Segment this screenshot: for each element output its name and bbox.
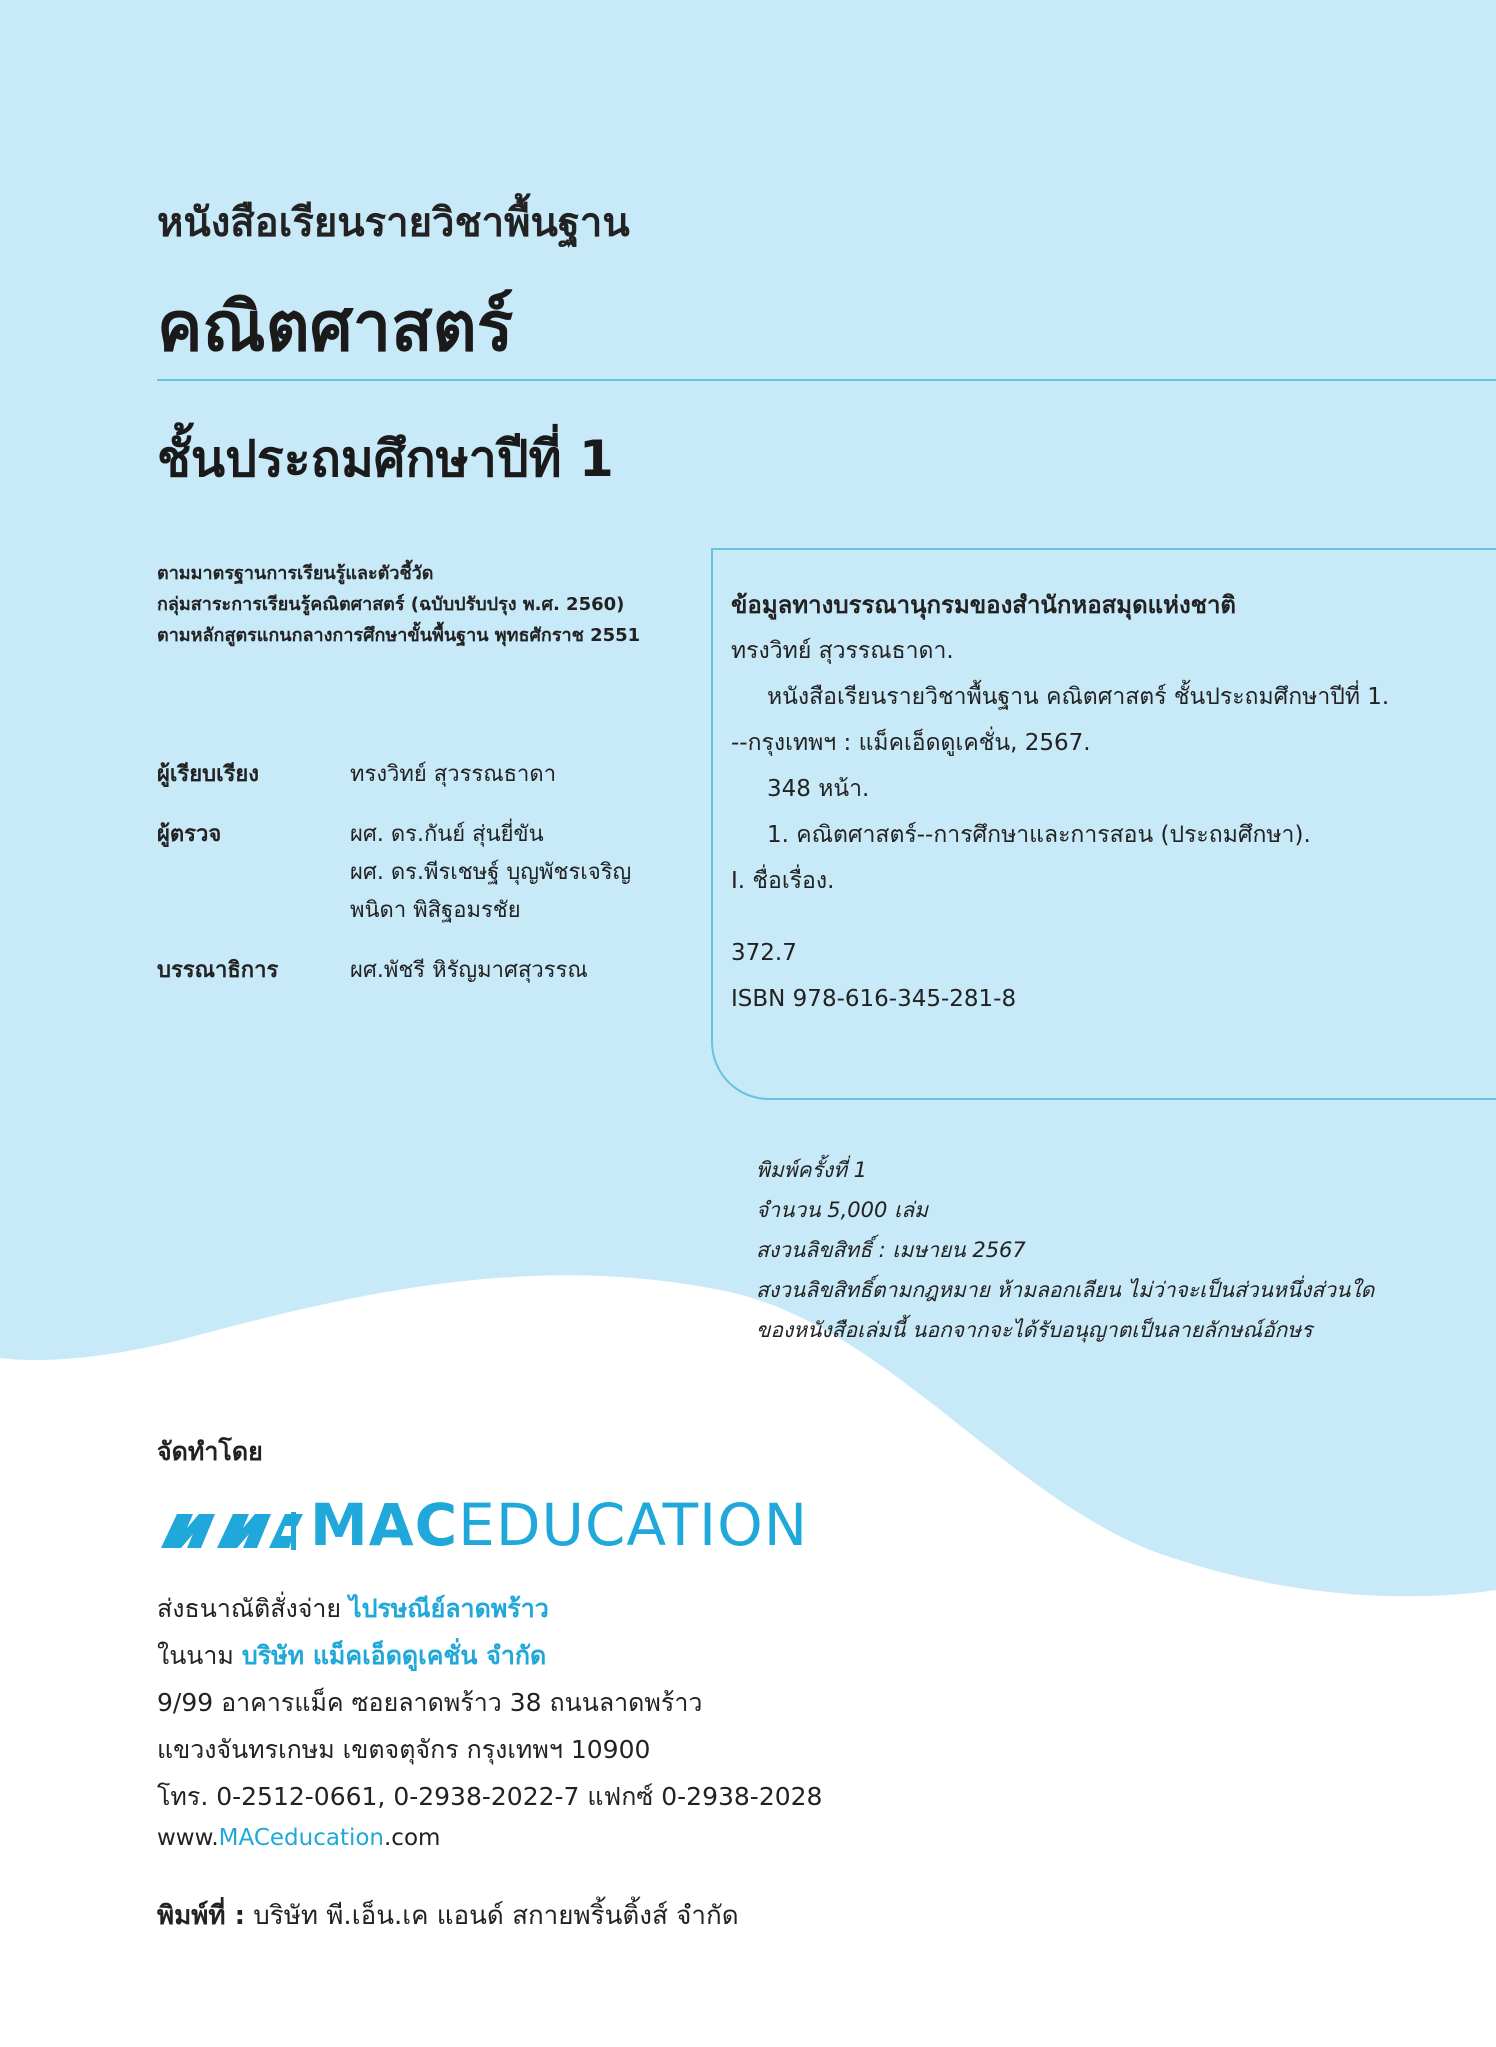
cataloging-data bbox=[731, 582, 1389, 1022]
logo-education: EDUCATION bbox=[458, 1491, 809, 1559]
cip-class-number: 372.7 bbox=[731, 940, 797, 966]
printer-label: พิมพ์ที่ : bbox=[157, 1901, 246, 1931]
subject-line: หนังสือเรียนรายวิชาพื้นฐาน bbox=[157, 200, 630, 246]
standards-line: ตามมาตรฐานการเรียนรู้และตัวชี้วัด bbox=[157, 563, 434, 584]
credit-editor bbox=[157, 952, 631, 990]
company-line bbox=[157, 1632, 822, 1679]
divider-line bbox=[157, 379, 1496, 381]
money-order-line bbox=[157, 1585, 822, 1632]
curriculum-standards bbox=[157, 558, 640, 651]
cip-title: หนังสือเรียนรายวิชาพื้นฐาน คณิตศาสตร์ ชั้นประถมศึกษาปีที่ 1. bbox=[767, 684, 1390, 710]
company-name: บริษัท แม็คเอ็ดดูเคชั่น จำกัด bbox=[241, 1641, 547, 1670]
printer-info bbox=[157, 1895, 739, 1936]
credit-name: ทรงวิทย์ สุวรรณธาดา bbox=[350, 762, 557, 787]
company-prefix: ในนาม bbox=[157, 1641, 234, 1670]
cip-subject: 1. คณิตศาสตร์--การศึกษาและการสอน (ประถมศึกษา). bbox=[767, 822, 1311, 848]
credit-author bbox=[157, 756, 631, 794]
copyright-notice: ของหนังสือเล่มนี้ นอกจากจะได้รับอนุญาตเป็นลายลักษณ์อักษร bbox=[756, 1318, 1313, 1342]
print-edition: พิมพ์ครั้งที่ 1 bbox=[756, 1158, 867, 1182]
credit-name: ผศ. ดร.พีรเชษฐ์ บุญพัชรเจริญ bbox=[350, 860, 632, 885]
cip-title-entry: I. ชื่อเรื่อง. bbox=[731, 868, 835, 894]
standards-line: กลุ่มสาระการเรียนรู้คณิตศาสตร์ (ฉบับปรับปรุง พ.ศ. 2560) bbox=[157, 594, 625, 615]
copyright-date: สงวนลิขสิทธิ์ : เมษายน 2567 bbox=[756, 1238, 1026, 1262]
cip-publisher: --กรุงเทพฯ : แม็คเอ็ดดูเคชั่น, 2567. bbox=[731, 730, 1091, 756]
website-link[interactable] bbox=[157, 1825, 440, 1851]
web-suffix: .com bbox=[384, 1825, 441, 1851]
address-line: 9/99 อาคารแม็ค ซอยลาดพร้าว 38 ถนนลาดพร้าว bbox=[157, 1688, 703, 1717]
cip-author: ทรงวิทย์ สุวรรณธาดา. bbox=[731, 638, 954, 664]
post-office-name: ไปรษณีย์ลาดพร้าว bbox=[349, 1594, 549, 1623]
credit-label: บรรณาธิการ bbox=[157, 958, 279, 983]
credits bbox=[157, 756, 631, 1012]
made-by-label: จัดทำโดย bbox=[157, 1437, 263, 1466]
address-line: แขวงจันทรเกษม เขตจตุจักร กรุงเทพฯ 10900 bbox=[157, 1735, 651, 1764]
printer-name: บริษัท พี.เอ็น.เค แอนด์ สกายพริ้นติ้งส์ จำกัด bbox=[253, 1901, 739, 1931]
cip-heading: ข้อมูลทางบรรณานุกรมของสำนักหอสมุดแห่งชาติ bbox=[731, 591, 1237, 619]
cip-isbn: ISBN 978-616-345-281-8 bbox=[731, 986, 1017, 1012]
credit-label: ผู้ตรวจ bbox=[157, 822, 222, 847]
phone-line: โทร. 0-2512-0661, 0-2938-2022-7 แฟกซ์ 0-2938-2028 bbox=[157, 1782, 823, 1811]
copyright-notice: สงวนลิขสิทธิ์ตามกฎหมาย ห้ามลอกเลียน ไม่ว่าจะเป็นส่วนหนึ่งส่วนใด bbox=[756, 1278, 1375, 1302]
money-order-prefix: ส่งธนาณัติสั่งจ่าย bbox=[157, 1594, 342, 1623]
logo-mac: MAC bbox=[310, 1491, 459, 1559]
print-quantity: จำนวน 5,000 เล่ม bbox=[756, 1198, 928, 1222]
credit-name: ผศ. ดร.กันย์ สุ่นยี่ขัน bbox=[350, 822, 544, 847]
credit-reviewers bbox=[157, 816, 631, 930]
mac-education-wordmark bbox=[310, 1491, 808, 1559]
standards-line: ตามหลักสูตรแกนกลางการศึกษาขั้นพื้นฐาน พุทธศักราช 2551 bbox=[157, 625, 641, 646]
credit-name: ผศ.พัชรี หิรัญมาศสุวรรณ bbox=[350, 958, 588, 983]
web-prefix: www. bbox=[157, 1825, 219, 1851]
print-info bbox=[756, 1150, 1374, 1350]
publisher-address bbox=[157, 1585, 822, 1820]
credit-name: พนิดา พิสิฐอมรชัย bbox=[350, 898, 521, 923]
book-title: คณิตศาสตร์ bbox=[157, 288, 514, 367]
web-brand: MACeducation bbox=[218, 1825, 384, 1851]
credit-label: ผู้เรียบเรียง bbox=[157, 762, 260, 787]
cip-pages: 348 หน้า. bbox=[767, 776, 870, 802]
grade-title: ชั้นประถมศึกษาปีที่ 1 bbox=[157, 430, 614, 488]
